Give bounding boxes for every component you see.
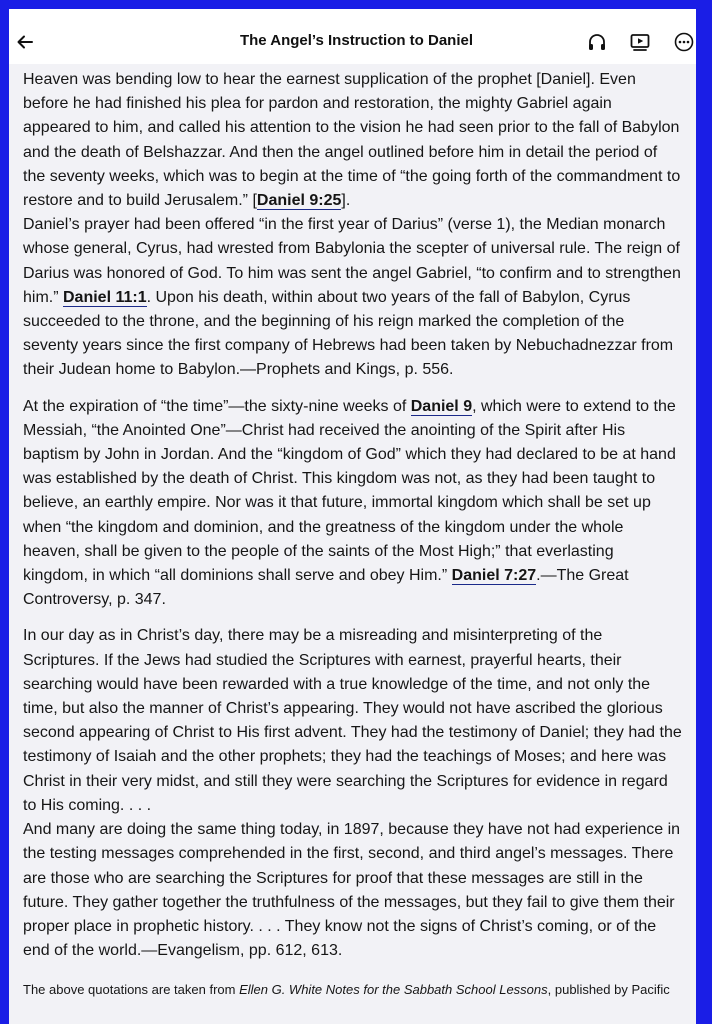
paragraph-4 xyxy=(23,624,682,818)
headphones-icon xyxy=(586,31,608,53)
app-frame xyxy=(9,9,696,1024)
paragraph-text: , which were to extend to the Messiah, “the Anointed One”—Christ had received the anointing of the Spirit after His baptism by John in Jordan. And the “kingdom of God” which they had declared to be at hand was established by the death of Christ. This kingdom was not, as they had been taught to believe, an earthly empire. Nor was it that future, immortal kingdom which shall be set up when “the kingdom and dominion, and the greatness of the kingdom under the whole heaven, shall be given to the people of the saints of the Most High;” that everlasting kingdom, in which “all dominions shall serve and obey Him.” xyxy=(23,397,676,585)
paragraph-text: . Upon his death, within about two years of the fall of Babylon, Cyrus succeeded to the throne, and the beginning of his reign marked the completion of the seventy years since the first company of Hebrews had been taken by Nebuchadnezzar from their Judean home to Babylon.—Prophets and Kings, p. 556. xyxy=(23,288,674,379)
paragraph-2 xyxy=(23,213,682,382)
paragraph-text: In our day as in Christ’s day, there may be a misreading and misinterpreting of the Scriptures. If the Jews had studied the Scriptures with earnest, prayerful hearts, their searching would have been rewarded with a true knowledge of the time, and not only the time, but also the manner of Christ’s appearing. They would not have ascribed the glorious second appearing of Christ to His first advent. They had the testimony of Daniel; they had the testimony of Isaiah and the other prophets; they had the teachings of Moses; and here was Christ in their very midst, and still they were searching the Scriptures for evidence in regard to His coming. . . . xyxy=(23,627,682,814)
paragraph-5 xyxy=(23,818,682,963)
top-bar xyxy=(9,9,696,64)
article-text xyxy=(9,64,696,999)
footnote-text: The above quotations are taken from xyxy=(23,982,240,998)
paragraph-text: ]. xyxy=(341,192,351,210)
source-footnote xyxy=(23,981,682,999)
footnote-book-title: Ellen G. White Notes for the Sabbath School Lessons xyxy=(239,982,548,998)
scripture-link-daniel-9[interactable]: Daniel 9 xyxy=(410,397,473,415)
more-options-button[interactable] xyxy=(672,30,696,54)
page-title: The Angel’s Instruction to Daniel xyxy=(239,32,474,49)
paragraph-1 xyxy=(23,68,682,213)
paragraph-text: At the expiration of “the time”—the sixty-nine weeks of xyxy=(23,397,411,415)
scripture-link-daniel-9-25[interactable]: Daniel 9:25 xyxy=(256,192,342,210)
paragraph-text: Daniel’s prayer had been offered “in the first year of Darius” (verse 1), the Median monarch whose general, Cyrus, had wrested from Babylonia the scepter of universal rule. The reign of Darius was honored of God. To him was sent the angel Gabriel, “to confirm and to strengthen him.” xyxy=(23,216,681,306)
back-button[interactable] xyxy=(13,30,37,54)
more-options-icon xyxy=(673,31,695,53)
scripture-link-daniel-11-1[interactable]: Daniel 11:1 xyxy=(63,288,147,306)
footnote-text: , published by Pacific xyxy=(547,982,670,998)
reading-content[interactable] xyxy=(9,64,696,1024)
paragraph-3 xyxy=(23,395,682,613)
paragraph-text: Heaven was bending low to hear the earnest supplication of the prophet [Daniel]. Even before he had finished his plea for pardon and restoration, the mighty Gabriel again appeared to him, and called his attention to the vision he had seen prior to the fall of Babylon and the death of Belshazzar. And then the angel outlined before him in detail the period of the seventy weeks, which was to begin at the time of “the going forth of the commandment to restore and to build Jerusalem.” [ xyxy=(23,71,681,210)
video-play-icon xyxy=(629,31,651,53)
paragraph-text: And many are doing the same thing today, in 1897, because they have not had experience in the testing messages comprehended in the first, second, and third angel’s messages. There are those who are searching the Scriptures for proof that these messages are still in the future. They gather together the truthfulness of the messages, but they fail to give them their proper place in prophetic history. . . . They know not the signs of Christ’s coming, or of the end of the world.—Evangelism, pp. 612, 613. xyxy=(23,821,681,960)
listen-button[interactable] xyxy=(585,30,609,54)
back-arrow-icon xyxy=(16,33,34,51)
video-button[interactable] xyxy=(628,30,652,54)
scripture-link-daniel-7-27[interactable]: Daniel 7:27 xyxy=(451,567,537,585)
paragraph-text: .—The Great Controversy, p. 347. xyxy=(23,567,629,609)
